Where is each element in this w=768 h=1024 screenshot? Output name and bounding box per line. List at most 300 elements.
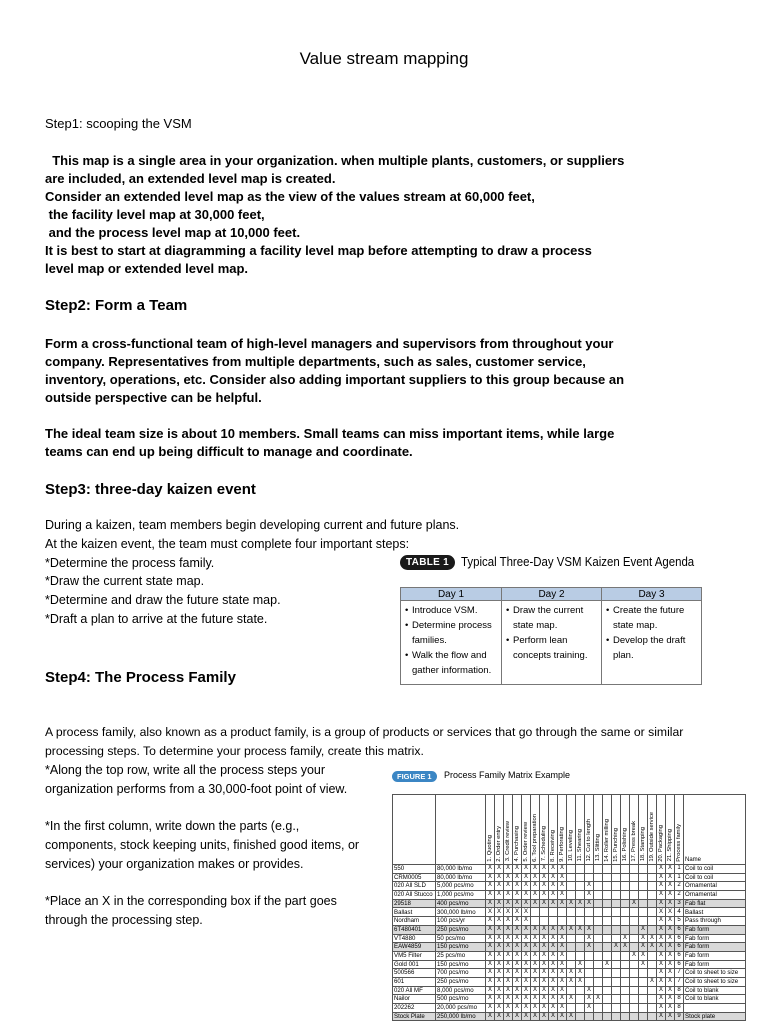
matrix-cell <box>603 986 612 995</box>
matrix-cell: X <box>531 943 540 952</box>
matrix-cell: X <box>549 943 558 952</box>
matrix-cell <box>639 891 648 900</box>
matrix-family-name: Fab form <box>684 934 746 943</box>
matrix-cell <box>603 908 612 917</box>
matrix-cell: X <box>522 969 531 978</box>
matrix-cell: X <box>540 899 549 908</box>
matrix-part: CRM0005 <box>393 873 436 882</box>
matrix-cell <box>603 925 612 934</box>
matrix-family: 2 <box>675 891 684 900</box>
matrix-cell: X <box>567 977 576 986</box>
step4-line: through the processing step. <box>45 913 203 927</box>
matrix-row <box>393 1012 746 1021</box>
matrix-cell <box>594 865 603 874</box>
matrix-cell: X <box>585 925 594 934</box>
matrix-cell <box>648 995 657 1004</box>
matrix-cell: X <box>540 977 549 986</box>
step3-line: *Draw the current state map. <box>45 574 205 588</box>
matrix-cell <box>639 882 648 891</box>
matrix-cell: X <box>540 943 549 952</box>
matrix-step-header <box>558 795 567 865</box>
matrix-cell: X <box>657 873 666 882</box>
matrix-cell <box>648 925 657 934</box>
matrix-volume: 25 pcs/mo <box>436 951 486 960</box>
matrix-cell: X <box>513 995 522 1004</box>
matrix-cell: X <box>531 951 540 960</box>
matrix-cell: X <box>666 960 675 969</box>
matrix-cell: X <box>657 917 666 926</box>
matrix-cell <box>567 882 576 891</box>
matrix-step-header <box>594 795 603 865</box>
matrix-cell <box>585 873 594 882</box>
matrix-cell <box>612 1004 621 1013</box>
matrix-cell <box>639 908 648 917</box>
matrix-cell: X <box>585 882 594 891</box>
matrix-cell: X <box>576 977 585 986</box>
matrix-cell: X <box>558 943 567 952</box>
matrix-part: Ballast <box>393 908 436 917</box>
matrix-cell <box>630 986 639 995</box>
matrix-family: 7 <box>675 969 684 978</box>
matrix-volume: 80,000 lb/mo <box>436 873 486 882</box>
matrix-cell <box>603 943 612 952</box>
matrix-cell: X <box>666 891 675 900</box>
matrix-family-name: Ornamental <box>684 882 746 891</box>
matrix-cell: X <box>486 899 495 908</box>
matrix-cell <box>621 882 630 891</box>
matrix-cell: X <box>558 934 567 943</box>
matrix-cell: X <box>522 917 531 926</box>
matrix-row <box>393 891 746 900</box>
matrix-row <box>393 882 746 891</box>
matrix-cell: X <box>558 891 567 900</box>
matrix-cell <box>531 908 540 917</box>
matrix-cell: X <box>522 882 531 891</box>
matrix-volume: 250 pcs/mo <box>436 977 486 986</box>
day3-item: • Create the future state map. <box>613 603 699 633</box>
matrix-part: Stock Plate <box>393 1012 436 1021</box>
matrix-cell <box>594 873 603 882</box>
matrix-cell <box>603 1012 612 1021</box>
matrix-family: 5 <box>675 917 684 926</box>
matrix-cell: X <box>657 908 666 917</box>
step4-line: A process family, also known as a product family, is a group of products or services that go through the same or similar <box>45 725 684 739</box>
matrix-family: 8 <box>675 986 684 995</box>
matrix-family: 6 <box>675 925 684 934</box>
matrix-cell <box>612 891 621 900</box>
matrix-cell <box>621 917 630 926</box>
matrix-cell <box>630 977 639 986</box>
matrix-cell: X <box>522 865 531 874</box>
matrix-cell: X <box>630 899 639 908</box>
matrix-cell: X <box>486 891 495 900</box>
matrix-cell <box>594 882 603 891</box>
matrix-cell: X <box>495 969 504 978</box>
matrix-volume: 50 pcs/mo <box>436 934 486 943</box>
matrix-cell: X <box>657 951 666 960</box>
matrix-cell <box>585 951 594 960</box>
matrix-cell: X <box>531 873 540 882</box>
matrix-cell <box>603 1004 612 1013</box>
matrix-cell: X <box>495 995 504 1004</box>
matrix-cell <box>648 873 657 882</box>
matrix-cell: X <box>657 899 666 908</box>
matrix-cell: X <box>648 977 657 986</box>
matrix-cell: X <box>486 995 495 1004</box>
matrix-cell <box>648 882 657 891</box>
matrix-cell: X <box>576 960 585 969</box>
matrix-family: 3 <box>675 899 684 908</box>
matrix-step-header <box>522 795 531 865</box>
matrix-cell: X <box>558 1012 567 1021</box>
step1-line: level map or extended level map. <box>45 261 249 276</box>
matrix-cell: X <box>495 873 504 882</box>
matrix-cell: X <box>558 925 567 934</box>
day1-cell <box>401 601 502 684</box>
matrix-cell <box>612 925 621 934</box>
matrix-cell: X <box>522 934 531 943</box>
matrix-cell: X <box>549 873 558 882</box>
matrix-volume: 100 pcs/yr <box>436 917 486 926</box>
matrix-cell: X <box>522 1004 531 1013</box>
day1-item: • Introduce VSM. <box>412 603 499 618</box>
matrix-cell <box>594 925 603 934</box>
matrix-cell <box>603 882 612 891</box>
matrix-corner <box>393 795 436 865</box>
matrix-cell: X <box>513 891 522 900</box>
matrix-cell: X <box>540 1004 549 1013</box>
matrix-cell: X <box>576 899 585 908</box>
matrix-cell <box>567 908 576 917</box>
matrix-cell <box>621 873 630 882</box>
matrix-cell <box>621 891 630 900</box>
matrix-family: 9 <box>675 1012 684 1021</box>
matrix-row <box>393 934 746 943</box>
step2-line: Form a cross-functional team of high-level managers and supervisors from throughout your <box>45 336 614 351</box>
matrix-cell <box>630 1004 639 1013</box>
matrix-row <box>393 960 746 969</box>
step1-line: are included, an extended level map is created. <box>45 171 336 186</box>
matrix-cell <box>567 943 576 952</box>
matrix-cell: X <box>495 1004 504 1013</box>
matrix-row <box>393 1004 746 1013</box>
matrix-header-row <box>393 795 746 865</box>
matrix-cell: X <box>531 925 540 934</box>
matrix-cell: X <box>531 960 540 969</box>
matrix-cell <box>648 986 657 995</box>
matrix-cell: X <box>666 925 675 934</box>
matrix-cell <box>639 995 648 1004</box>
matrix-family: 4 <box>675 908 684 917</box>
matrix-step-header <box>540 795 549 865</box>
matrix-cell: X <box>639 925 648 934</box>
matrix-family-name: Pass through <box>684 917 746 926</box>
matrix-part: 020 All SLD <box>393 882 436 891</box>
matrix-cell: X <box>495 977 504 986</box>
matrix-cell: X <box>504 960 513 969</box>
process-family-matrix <box>392 794 746 1021</box>
matrix-family-name: Fab form <box>684 925 746 934</box>
matrix-cell: X <box>495 865 504 874</box>
matrix-cell: X <box>585 943 594 952</box>
matrix-cell <box>612 908 621 917</box>
step4-line: *Place an X in the corresponding box if the part goes <box>45 894 337 908</box>
matrix-cell: X <box>549 951 558 960</box>
matrix-cell: X <box>504 908 513 917</box>
step3-line: At the kaizen event, the team must complete four important steps: <box>45 537 410 551</box>
matrix-part: 601 <box>393 977 436 986</box>
matrix-cell <box>639 977 648 986</box>
matrix-part: EAW4859 <box>393 943 436 952</box>
matrix-cell: X <box>540 891 549 900</box>
matrix-cell: X <box>513 917 522 926</box>
step3-line: *Draft a plan to arrive at the future state. <box>45 612 268 626</box>
matrix-cell <box>594 969 603 978</box>
matrix-cell <box>603 969 612 978</box>
matrix-step-label: 10. Leveling <box>568 830 574 862</box>
matrix-cell <box>621 908 630 917</box>
matrix-cell: X <box>504 986 513 995</box>
matrix-cell <box>603 995 612 1004</box>
matrix-cell: X <box>531 934 540 943</box>
table1-caption: Typical Three-Day VSM Kaizen Event Agenda <box>461 554 695 569</box>
matrix-row <box>393 899 746 908</box>
matrix-row <box>393 986 746 995</box>
matrix-step-label: 21. Shipping <box>667 829 673 862</box>
matrix-cell: X <box>531 891 540 900</box>
matrix-cell <box>612 969 621 978</box>
matrix-cell: X <box>522 995 531 1004</box>
matrix-cell: X <box>612 943 621 952</box>
matrix-cell: X <box>666 1012 675 1021</box>
matrix-cell <box>630 873 639 882</box>
matrix-cell <box>549 917 558 926</box>
matrix-cell <box>567 891 576 900</box>
matrix-cell: X <box>603 960 612 969</box>
matrix-cell <box>576 882 585 891</box>
matrix-row <box>393 951 746 960</box>
matrix-cell: X <box>504 1012 513 1021</box>
matrix-cell: X <box>585 986 594 995</box>
matrix-cell: X <box>666 951 675 960</box>
matrix-cell: X <box>549 891 558 900</box>
matrix-cell: X <box>549 1012 558 1021</box>
matrix-cell: X <box>522 943 531 952</box>
matrix-step-header <box>549 795 558 865</box>
matrix-cell: X <box>522 977 531 986</box>
day1-item: • Walk the flow and gather information. <box>412 648 499 678</box>
step3-line: During a kaizen, team members begin developing current and future plans. <box>45 518 460 532</box>
matrix-cell: X <box>549 882 558 891</box>
matrix-cell <box>639 917 648 926</box>
matrix-cell: X <box>621 943 630 952</box>
matrix-cell: X <box>540 925 549 934</box>
matrix-cell: X <box>549 969 558 978</box>
matrix-cell: X <box>540 865 549 874</box>
matrix-cell: X <box>540 969 549 978</box>
matrix-cell <box>558 908 567 917</box>
agenda-table <box>400 587 702 685</box>
matrix-cell <box>585 865 594 874</box>
matrix-cell <box>621 977 630 986</box>
matrix-step-header <box>630 795 639 865</box>
matrix-family: 6 <box>675 951 684 960</box>
matrix-cell: X <box>657 882 666 891</box>
matrix-cell <box>639 865 648 874</box>
matrix-row <box>393 917 746 926</box>
matrix-step-header <box>657 795 666 865</box>
matrix-cell: X <box>495 986 504 995</box>
matrix-cell <box>576 951 585 960</box>
matrix-cell: X <box>495 943 504 952</box>
matrix-cell: X <box>657 943 666 952</box>
matrix-cell: X <box>585 995 594 1004</box>
matrix-family: 8 <box>675 1004 684 1013</box>
matrix-step-label: 20. Packaging <box>658 824 664 862</box>
matrix-part: 500566 <box>393 969 436 978</box>
matrix-cell: X <box>531 977 540 986</box>
matrix-part: 020 All Stucco <box>393 891 436 900</box>
matrix-cell: X <box>666 882 675 891</box>
matrix-step-label: Process family <box>676 823 682 862</box>
matrix-cell: X <box>513 873 522 882</box>
matrix-cell: X <box>639 960 648 969</box>
matrix-family-name: Fab form <box>684 943 746 952</box>
matrix-volume: 5,000 pcs/mo <box>436 882 486 891</box>
matrix-family: 1 <box>675 873 684 882</box>
matrix-cell <box>567 1004 576 1013</box>
matrix-family-name: Coil to sheet to size <box>684 969 746 978</box>
matrix-cell: X <box>504 1004 513 1013</box>
matrix-volume: 500 pcs/mo <box>436 995 486 1004</box>
matrix-cell: X <box>513 1004 522 1013</box>
matrix-cell: X <box>549 995 558 1004</box>
matrix-cell <box>612 977 621 986</box>
step4-heading: Step4: The Process Family <box>45 669 236 686</box>
matrix-cell: X <box>585 1004 594 1013</box>
matrix-cell: X <box>522 986 531 995</box>
matrix-cell <box>567 986 576 995</box>
matrix-cell <box>621 960 630 969</box>
matrix-cell: X <box>666 873 675 882</box>
matrix-cell: X <box>540 882 549 891</box>
matrix-cell <box>576 943 585 952</box>
matrix-cell <box>630 943 639 952</box>
matrix-family: 6 <box>675 934 684 943</box>
matrix-cell <box>612 995 621 1004</box>
figure1-badge: FIGURE 1 <box>392 771 437 782</box>
matrix-volume: 250,000 lb/mo <box>436 1012 486 1021</box>
matrix-cell <box>585 908 594 917</box>
matrix-name-header: Name <box>684 795 746 865</box>
matrix-row <box>393 873 746 882</box>
matrix-cell: X <box>558 951 567 960</box>
matrix-cell <box>585 960 594 969</box>
matrix-cell <box>639 986 648 995</box>
matrix-cell: X <box>666 865 675 874</box>
matrix-cell <box>594 917 603 926</box>
matrix-cell <box>594 891 603 900</box>
matrix-cell <box>639 899 648 908</box>
matrix-cell: X <box>522 908 531 917</box>
matrix-cell: X <box>558 882 567 891</box>
matrix-cell: X <box>531 969 540 978</box>
matrix-cell: X <box>504 925 513 934</box>
matrix-cell: X <box>666 977 675 986</box>
matrix-cell: X <box>666 969 675 978</box>
matrix-cell <box>567 951 576 960</box>
matrix-cell <box>576 865 585 874</box>
step4-line: processing steps. To determine your process family, create this matrix. <box>45 744 424 758</box>
matrix-cell <box>648 951 657 960</box>
matrix-cell <box>630 891 639 900</box>
matrix-cell: X <box>504 865 513 874</box>
matrix-cell: X <box>585 891 594 900</box>
matrix-cell: X <box>513 934 522 943</box>
matrix-step-label: 19. Outside service <box>649 811 655 862</box>
day3-item: • Develop the draft plan. <box>613 633 699 663</box>
matrix-cell: X <box>486 943 495 952</box>
matrix-cell: X <box>666 995 675 1004</box>
matrix-cell: X <box>549 865 558 874</box>
step4-line: *In the first column, write down the parts (e.g., <box>45 819 300 833</box>
matrix-cell: X <box>486 934 495 943</box>
matrix-cell <box>621 865 630 874</box>
matrix-volume: 8,000 pcs/mo <box>436 986 486 995</box>
matrix-cell: X <box>549 899 558 908</box>
matrix-cell: X <box>540 951 549 960</box>
matrix-step-header <box>486 795 495 865</box>
matrix-cell: X <box>567 899 576 908</box>
matrix-cell: X <box>657 995 666 1004</box>
matrix-cell <box>576 891 585 900</box>
matrix-cell: X <box>657 1012 666 1021</box>
matrix-cell <box>603 873 612 882</box>
matrix-cell <box>621 951 630 960</box>
matrix-row <box>393 908 746 917</box>
matrix-cell: X <box>513 969 522 978</box>
step2-line: teams can end up being difficult to manage and coordinate. <box>45 444 413 459</box>
matrix-cell <box>612 934 621 943</box>
matrix-cell: X <box>540 995 549 1004</box>
matrix-cell <box>540 917 549 926</box>
matrix-cell <box>594 899 603 908</box>
day3-header: Day 3 <box>602 588 701 601</box>
matrix-cell <box>603 891 612 900</box>
matrix-cell: X <box>504 917 513 926</box>
matrix-cell <box>594 943 603 952</box>
matrix-step-label: 4. Purchasing <box>514 826 520 862</box>
step1-line: This map is a single area in your organization. when multiple plants, customers, or suppliers <box>45 153 625 168</box>
step1-heading: Step1: scooping the VSM <box>45 116 192 131</box>
matrix-cell: X <box>666 943 675 952</box>
page-title: Value stream mapping <box>299 49 469 68</box>
matrix-cell: X <box>540 960 549 969</box>
matrix-cell <box>603 934 612 943</box>
step3-line: *Determine and draw the future state map. <box>45 593 281 607</box>
matrix-cell <box>648 899 657 908</box>
matrix-step-label: 1. Quoting <box>487 834 493 862</box>
matrix-family-name: Coil to coil <box>684 865 746 874</box>
matrix-cell: X <box>540 1012 549 1021</box>
matrix-volume: 300,000 lb/mo <box>436 908 486 917</box>
matrix-cell <box>612 986 621 995</box>
matrix-cell <box>603 865 612 874</box>
matrix-cell: X <box>513 865 522 874</box>
matrix-cell: X <box>486 1004 495 1013</box>
figure1-caption: Process Family Matrix Example <box>444 770 571 780</box>
matrix-cell <box>648 1004 657 1013</box>
